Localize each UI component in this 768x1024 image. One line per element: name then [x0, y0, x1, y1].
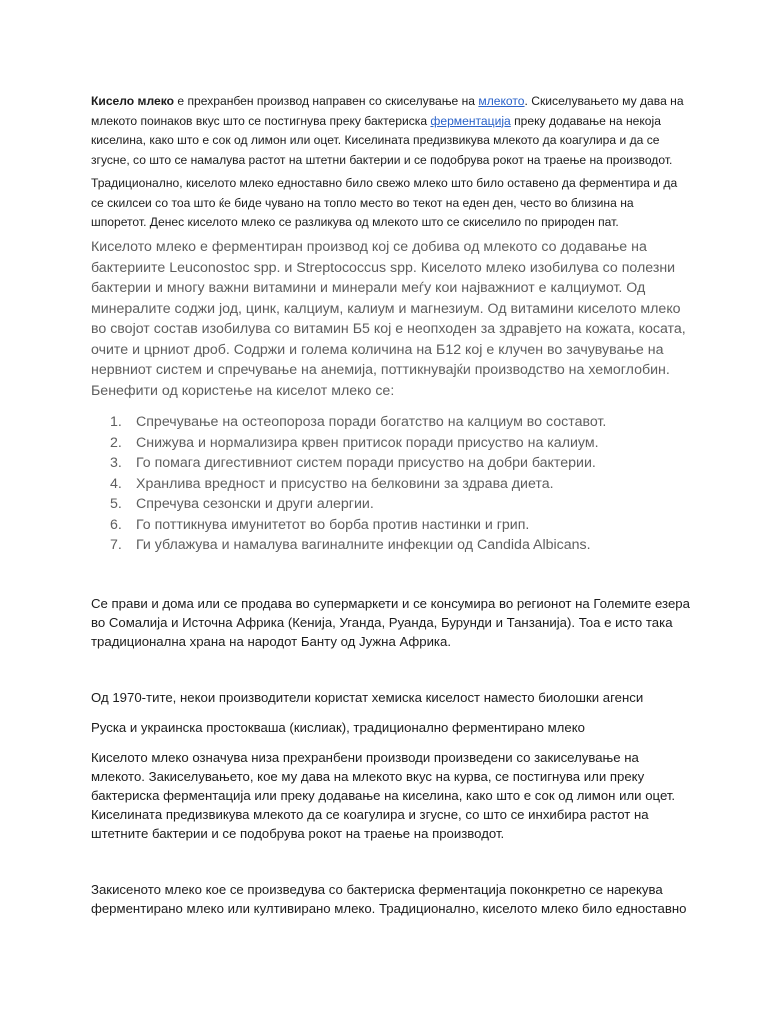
list-item: 6. Го поттикнува имунитетот во борба против настинки и грип. — [110, 516, 530, 533]
fermented-product-paragraph: Киселото млеко е ферментиран производ кој се добива од млекото со додавање на бактериите Leuconostoc spp. и Streptococcus spp. Киселото млеко изобилува со полезни бактерии и многу важни витамини и минерали меѓу кои најважниот е калциумот. Од минералите соджи јод, цинк, калциум, калиум и магнезиум. Од витамини киселото млеко во својот состав изобилува со витамин Б5 кој е неопходен за здравјето на кожата, косата, очите и црниот дроб. Содржи и голема количина на Б12 кој е клучен во зачувување на нервниот систем и спречување на анемија, поттикнувајќи производство на хемоглобин. Бенефити од користење на киселот млеко се: — [91, 239, 686, 399]
intro-text-b: . Скиселувањето му дава на млекото поинаков вкус што се постигнува преку бактериска — [91, 94, 684, 128]
list-item: 4. Хранлива вредност и присуство на белковини за здрава диета. — [110, 475, 554, 492]
list-item: 2. Снижува и нормализира крвен притисок поради присуство на калиум. — [110, 434, 599, 451]
intro-text-c: преку додавање на некоја киселина, како што е сок од лимон или оцет. Киселината предизвикува млекото да коагулира и да се згусне, со што се намалува растот на штетни бактерии и се подобрува рокот на траење на производот. — [91, 113, 673, 167]
fermentation-link[interactable]: ферментација — [430, 113, 511, 128]
term-bold: Кисело млеко — [91, 94, 175, 108]
list-item: 7. Ги ублажува и намалува вагиналните инфекции од Candida Albicans. — [110, 537, 591, 553]
intro-paragraph — [91, 92, 691, 170]
tradition-paragraph: Традиционално, киселото млеко едноставно било свежо млеко што било оставено да ферментира и да се скилсеи со тоа што ќе биде чувано на топло место во текот на еден ден, често во близина на шпоретот. Денес киселото млеко се разликува од млекото што се скиселило по природен пат. — [91, 176, 678, 229]
chemical-acidity-line: Од 1970-тите, некои производители користат хемиска киселост наместо биолошки агенси — [91, 690, 644, 705]
list-item: 1. Спречување на остеопороза поради богатство на калциум во составот. — [110, 414, 607, 430]
list-item: 5. Спречува сезонски и други алергии. — [110, 496, 374, 512]
cultured-milk-paragraph: Закисеното млеко кое се произведува со бактериска ферментација поконкретно се нарекува ферментирано млеко или култивирано млеко. Традиционално, киселото млеко било едноставно — [91, 882, 687, 916]
region-paragraph: Се прави и дома или се продава во супермаркети и се консумира во регионот на Големите езера во Сомалија и Источна Африка (Кенија, Уганда, Руанда, Бурунди и Танзанија). Тоа е исто така традиционална храна на народот Банту од Јужна Африка. — [91, 596, 690, 649]
acidification-paragraph: Киселото млеко означува низа прехранбени производи произведени со закиселување на млекото. Закиселувањето, кое му дава на млекото вкус на курва, се постигнува или преку бактериска ферментација или преку додавање на киселина, како што е сок од лимон или оцет. Киселината предизвикува млекото да се коагулира и згусне, со што се инхибира растот на штетните бактерии и се подобрува рокот на траење на производот. — [91, 750, 676, 841]
prostokvasha-line: Руска и украинска простокваша (кислиак), традиционално ферментирано млеко — [91, 720, 585, 735]
benefits-list — [110, 412, 710, 556]
intro-text-a: е прехранбен производ направен со скиселување на — [174, 94, 479, 108]
list-item: 3. Го помага дигестивниот систем поради присуство на добри бактерии. — [110, 455, 596, 471]
milk-link[interactable]: млекото — [478, 94, 525, 108]
